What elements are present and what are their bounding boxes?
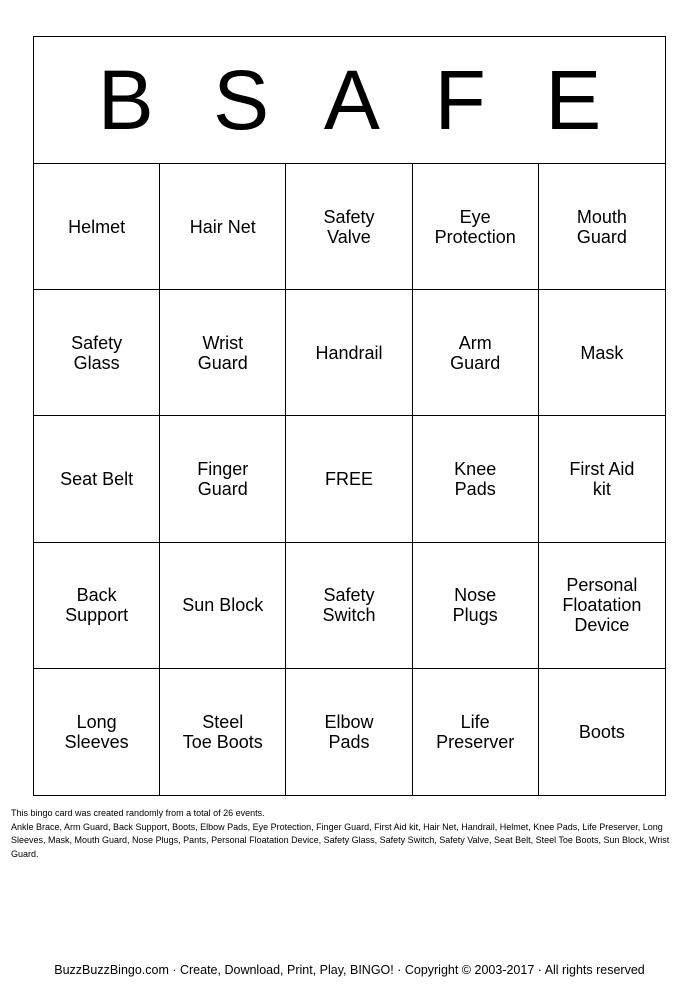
bingo-grid [34,164,665,795]
bingo-cell: Personal Floatation Device [539,543,665,669]
info-summary: This bingo card was created randomly from a total of 26 events. [11,808,265,818]
page-footer: BuzzBuzzBingo.com · Create, Download, Print, Play, BINGO! · Copyright © 2003-2017 · All rights reserved [54,963,645,977]
bingo-cell: Finger Guard [160,416,286,542]
bingo-cell: Seat Belt [34,416,160,542]
events-list: Ankle Brace, Arm Guard, Back Support, Boots, Elbow Pads, Eye Protection, Finger Guard, First Aid kit, Hair Net, Handrail, Helmet, Knee Pads, Life Preserver, Long Sleeves, Mask, Mouth Guard, Nose Plugs, Pants, Personal Floatation Device, Safety Glass, Safety Switch, Safety Valve, Seat Belt, Steel Toe Boots, Sun Block, Wrist Guard. [11,821,670,859]
bingo-cell: Sun Block [160,543,286,669]
bingo-cell: Back Support [34,543,160,669]
bingo-cell: Mask [539,290,665,416]
bingo-cell: Safety Valve [286,164,412,290]
bingo-cell: Helmet [34,164,160,290]
bingo-cell: Hair Net [160,164,286,290]
card-info [11,807,673,861]
free-space-cell: FREE [286,416,412,542]
bingo-cell: Wrist Guard [160,290,286,416]
bingo-card [33,36,666,796]
bingo-cell: Eye Protection [413,164,539,290]
bingo-cell: Mouth Guard [539,164,665,290]
bingo-cell: Boots [578,721,625,742]
bingo-cell: Elbow Pads [286,669,412,795]
card-header [34,37,665,164]
card-title: B S A F E [97,53,620,147]
bingo-cell: Handrail [286,290,412,416]
bingo-cell: Nose Plugs [413,543,539,669]
bingo-cell: Safety Glass [34,290,160,416]
bingo-cell: Arm Guard [413,290,539,416]
bingo-cell: Long Sleeves [34,669,160,795]
bingo-cell: First Aid kit [539,416,665,542]
bingo-cell: Steel Toe Boots [160,669,286,795]
bingo-cell: Safety Switch [286,543,412,669]
bingo-cell: Knee Pads [413,416,539,542]
bingo-cell: Life Preserver [413,669,539,795]
